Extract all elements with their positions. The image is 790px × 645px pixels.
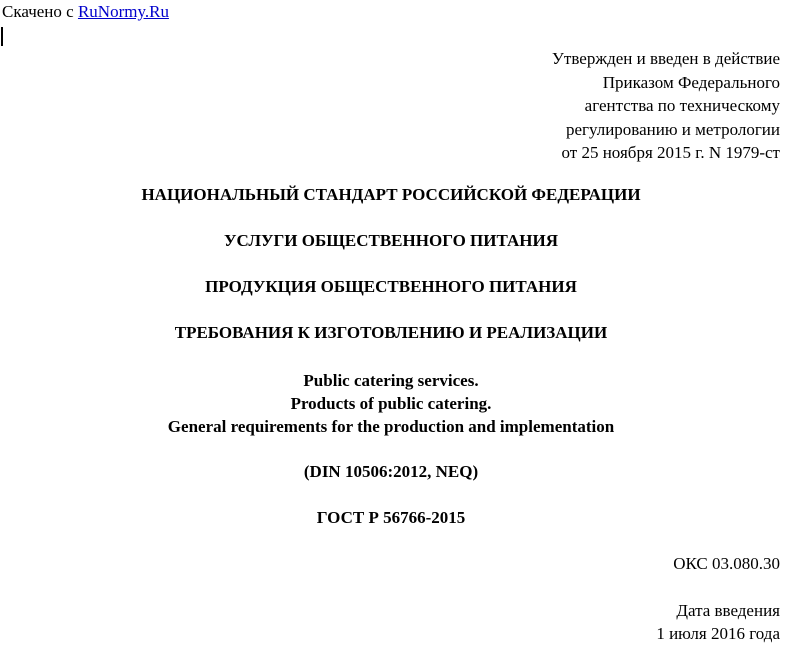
products-title: ПРОДУКЦИЯ ОБЩЕСТВЕННОГО ПИТАНИЯ [205, 277, 577, 296]
introduction-label: Дата введения [676, 601, 780, 620]
source-link[interactable]: RuNormy.Ru [77, 2, 169, 21]
approval-line: Утвержден и введен в действие [551, 49, 780, 68]
english-title-line: General requirements for the production and implementation [167, 417, 615, 436]
approval-line: агентства по техническому [584, 96, 780, 115]
approval-block [552, 47, 780, 165]
approval-line: Приказом Федерального [602, 72, 780, 92]
gost-number: ГОСТ Р 56766-2015 [316, 508, 466, 527]
services-title: УСЛУГИ ОБЩЕСТВЕННОГО ПИТАНИЯ [224, 231, 558, 250]
english-title-line: Public catering services. [303, 371, 479, 390]
din-reference: (DIN 10506:2012, NEQ) [303, 462, 479, 481]
approval-line: регулированию и метрологии [565, 119, 780, 139]
source-prefix: Скачено с [2, 2, 78, 21]
source-line [2, 2, 169, 22]
text-cursor [1, 27, 3, 46]
english-title-line: Products of public catering. [290, 394, 492, 413]
national-standard-title: НАЦИОНАЛЬНЫЙ СТАНДАРТ РОССИЙСКОЙ ФЕДЕРАЦИИ [141, 185, 641, 204]
english-title-block [0, 369, 782, 438]
requirements-title: ТРЕБОВАНИЯ К ИЗГОТОВЛЕНИЮ И РЕАЛИЗАЦИИ [174, 323, 608, 342]
introduction-date-block [656, 599, 780, 645]
oks-code: ОКС 03.080.30 [673, 554, 780, 573]
approval-line: от 25 ноября 2015 г. N 1979-ст [561, 143, 780, 162]
introduction-date: 1 июля 2016 года [656, 624, 780, 643]
